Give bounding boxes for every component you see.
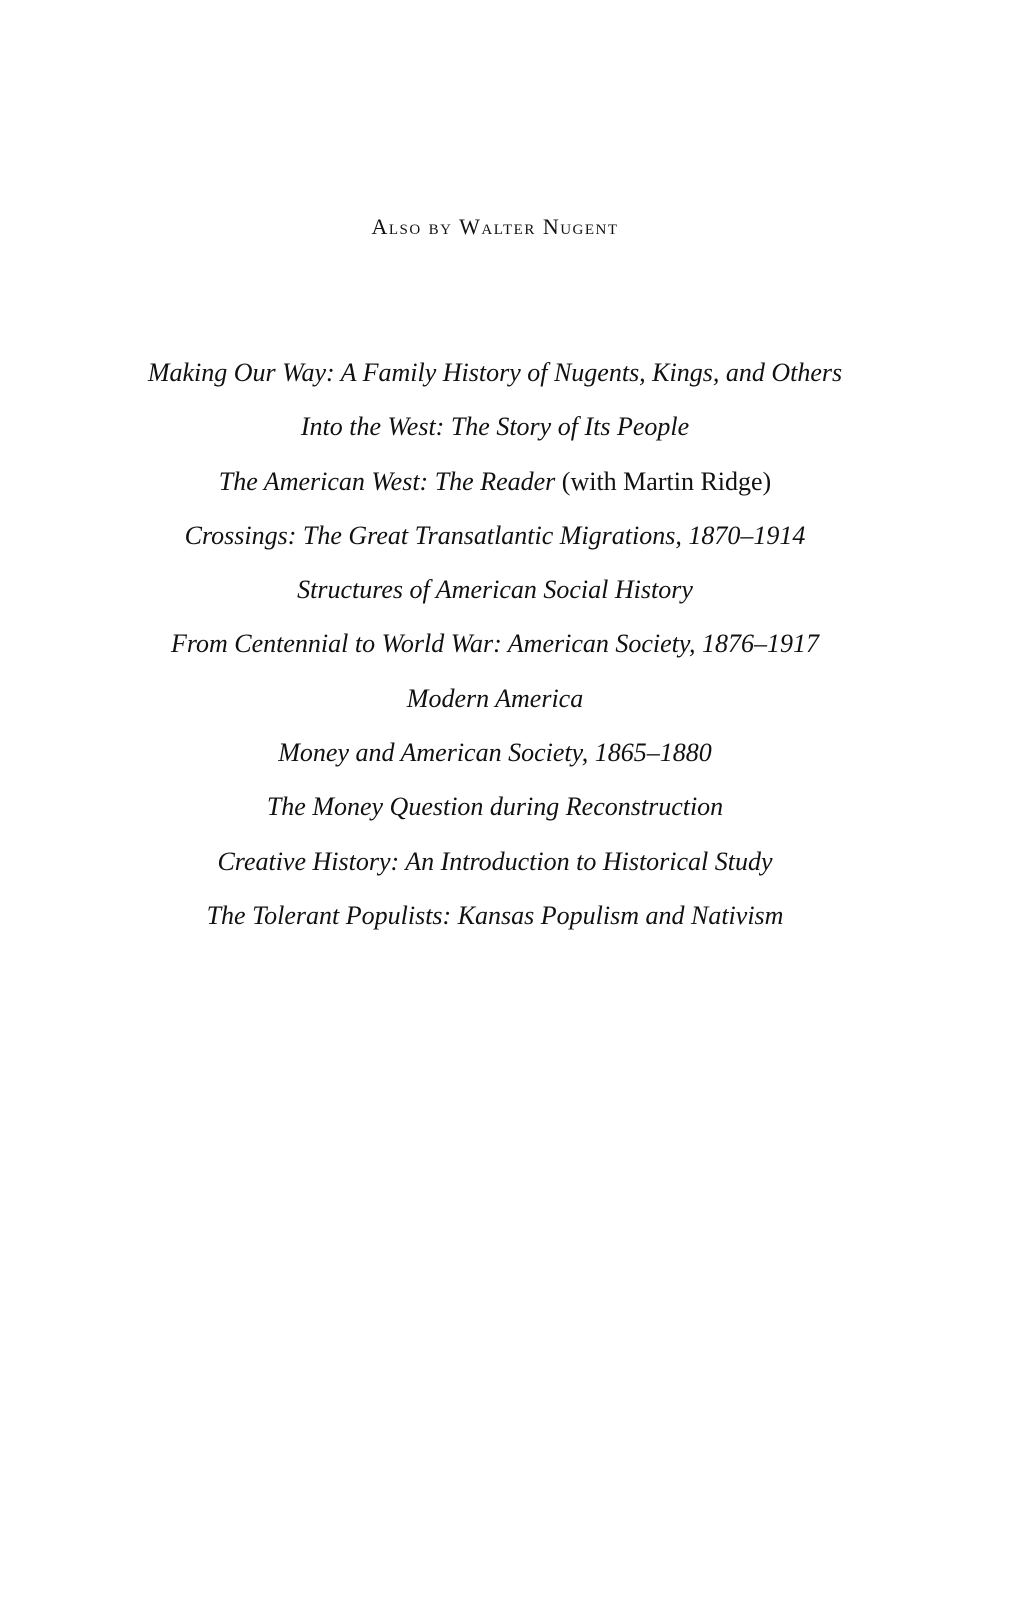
book-entry	[0, 346, 990, 400]
book-title: The Tolerant Populists: Kansas Populism and Nativism	[206, 900, 784, 930]
book-title: Creative History: An Introduction to Historical Study	[217, 846, 773, 876]
book-title: Making Our Way: A Family History of Nugents, Kings, and Others	[147, 358, 843, 387]
book-entry	[0, 563, 990, 617]
book-entry	[0, 617, 990, 671]
book-title: From Centennial to World War: American Society, 1876–1917	[170, 629, 820, 659]
book-title: Modern America	[406, 683, 584, 713]
book-title: Into the West: The Story of Its People	[300, 412, 690, 442]
book-note: (with Martin Ridge)	[555, 466, 772, 496]
book-entry	[0, 780, 990, 834]
book-entry	[0, 726, 990, 780]
book-title: The Money Question during Reconstruction	[266, 792, 724, 822]
book-entry	[0, 889, 990, 943]
book-entry	[0, 835, 990, 889]
book-entry	[0, 400, 990, 454]
book-entry	[0, 672, 990, 726]
page-heading: Also by Walter Nugent	[371, 214, 619, 239]
book-entry	[0, 509, 990, 563]
book-title: Structures of American Social History	[297, 575, 693, 605]
book-title: Crossings: The Great Transatlantic Migrations, 1870–1914	[184, 520, 806, 550]
book-entry	[0, 455, 990, 509]
book-list	[0, 346, 990, 943]
book-title: The American West: The Reader	[218, 466, 556, 496]
book-title: Money and American Society, 1865–1880	[278, 738, 712, 768]
